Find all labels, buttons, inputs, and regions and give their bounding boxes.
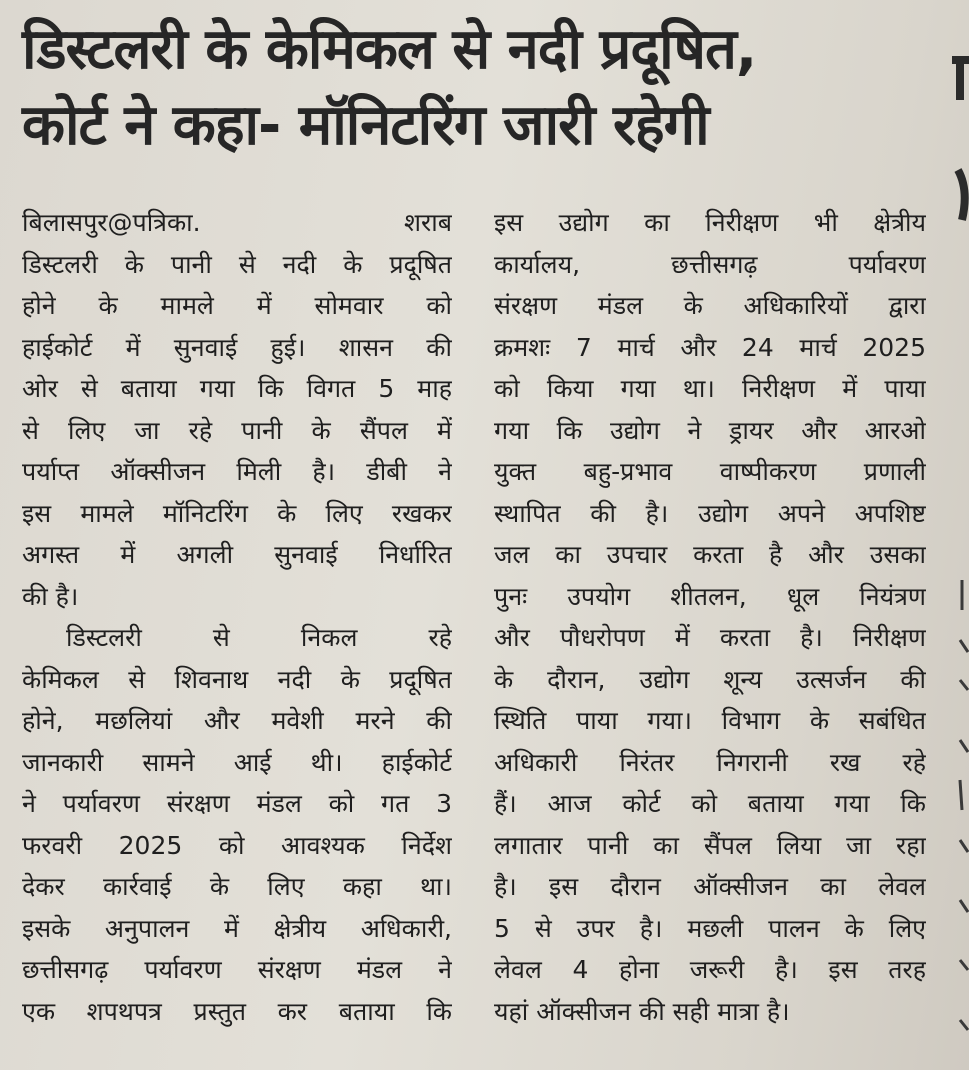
- body-line: पर्याप्त ऑक्सीजन मिली है। डीबी ने: [22, 457, 452, 486]
- body-line: जल का उपचार करता है और उसका: [494, 540, 926, 569]
- body-line: पुनः उपयोग शीतलन, धूल नियंत्रण: [494, 581, 926, 611]
- body-line: संरक्षण मंडल के अधिकारियों द्वारा: [494, 291, 926, 320]
- body-line: ने पर्यावरण संरक्षण मंडल को गत 3: [22, 789, 452, 818]
- body-line: इस मामले मॉनिटरिंग के लिए रखकर: [22, 498, 452, 528]
- body-line: अधिकारी निरंतर निगरानी रख रहे: [494, 747, 926, 777]
- body-line: यहां ऑक्सीजन की सही मात्रा है।: [494, 996, 790, 1026]
- body-line: की है।: [22, 581, 79, 611]
- body-line: 5 से उपर है। मछली पालन के लिए: [494, 913, 926, 943]
- body-line: अगस्त में अगली सुनवाई निर्धारित: [22, 540, 452, 569]
- body-line: युक्त बहु-प्रभाव वाष्पीकरण प्रणाली: [494, 457, 926, 486]
- body-line: और पौधरोपण में करता है। निरीक्षण: [494, 623, 926, 652]
- body-line: लगातार पानी का सैंपल लिया जा रहा: [494, 830, 926, 860]
- body-line: है। इस दौरान ऑक्सीजन का लेवल: [494, 872, 926, 901]
- body-line: इस उद्योग का निरीक्षण भी क्षेत्रीय: [494, 208, 926, 237]
- body-line: बिलासपुर@पत्रिका. शराब: [22, 208, 452, 237]
- body-line: गया कि उद्योग ने ड्रायर और आरओ: [494, 415, 926, 445]
- body-line: डिस्टलरी से निकल रहे: [66, 623, 452, 652]
- body-line: डिस्टलरी के पानी से नदी के प्रदूषित: [22, 249, 452, 279]
- body-line: देकर कार्रवाई के लिए कहा था।: [22, 872, 452, 901]
- body-line: स्थापित की है। उद्योग अपने अपशिष्ट: [494, 498, 926, 528]
- body-line: इसके अनुपालन में क्षेत्रीय अधिकारी,: [22, 913, 452, 943]
- body-line: कार्यालय, छत्तीसगढ़ पर्यावरण: [494, 249, 926, 279]
- left-column: [22, 202, 452, 1032]
- body-line: होने, मछलियां और मवेशी मरने की: [22, 706, 452, 735]
- body-line: क्रमशः 7 मार्च और 24 मार्च 2025: [494, 332, 926, 362]
- body-line: से लिए जा रहे पानी के सैंपल में: [22, 415, 452, 445]
- body-line: हाईकोर्ट में सुनवाई हुई। शासन की: [22, 332, 452, 362]
- body-line: हैं। आज कोर्ट को बताया गया कि: [494, 789, 926, 818]
- body-line: होने के मामले में सोमवार को: [22, 291, 452, 320]
- headline-line-2: कोर्ट ने कहा- मॉनिटरिंग जारी रहेगी: [22, 93, 709, 158]
- adjacent-article-edge: [938, 40, 969, 1070]
- body-line: एक शपथपत्र प्रस्तुत कर बताया कि: [22, 996, 452, 1026]
- body-line: फरवरी 2025 को आवश्यक निर्देश: [22, 830, 452, 860]
- body-line: स्थिति पाया गया। विभाग के सबंधित: [494, 706, 926, 735]
- body-line: के दौरान, उद्योग शून्य उत्सर्जन की: [494, 664, 926, 694]
- body-line: को किया गया था। निरीक्षण में पाया: [494, 374, 926, 403]
- body-line: छत्तीसगढ़ पर्यावरण संरक्षण मंडल ने: [22, 955, 452, 984]
- cropped-letter-fragment: [938, 40, 969, 1070]
- headline-line-1: डिस्टलरी के केमिकल से नदी प्रदूषित,: [22, 17, 757, 82]
- body-line: ओर से बताया गया कि विगत 5 माह: [22, 374, 452, 403]
- body-line: केमिकल से शिवनाथ नदी के प्रदूषित: [22, 664, 452, 694]
- headline: [22, 12, 922, 164]
- right-column: [494, 202, 926, 1032]
- body-line: लेवल 4 होना जरूरी है। इस तरह: [494, 955, 926, 984]
- body-line: जानकारी सामने आई थी। हाईकोर्ट: [22, 747, 452, 777]
